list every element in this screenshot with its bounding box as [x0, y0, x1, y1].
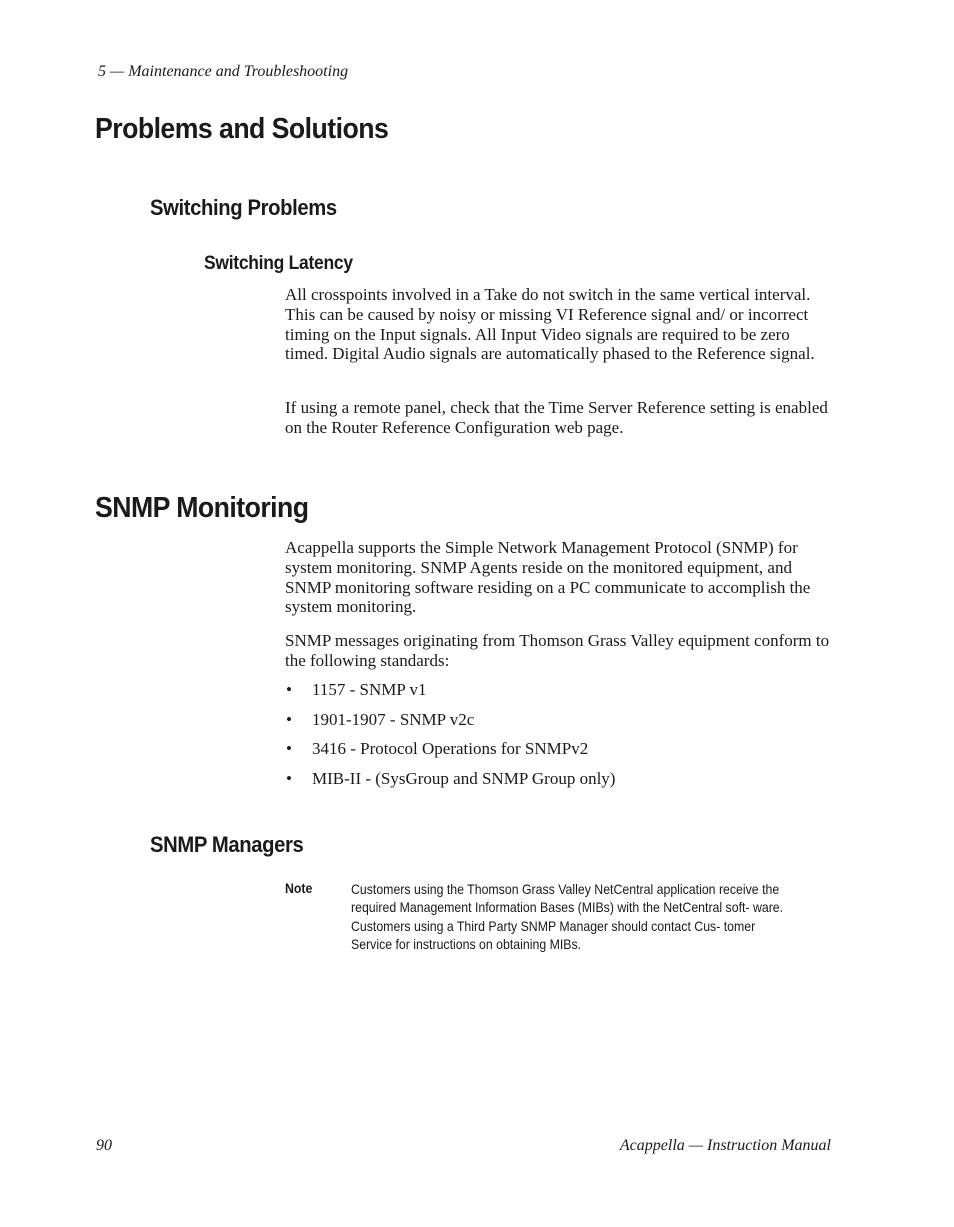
- note-text: Customers using the Thomson Grass Valley NetCentral application receive the required Management Information Bases (MIBs) with the NetCentral soft- ware. Customers using a Third Party SNMP Manager should contact Cus- tomer Service for instructions on obtaining MIBs.: [351, 881, 784, 952]
- list-item: [285, 769, 833, 789]
- heading-switching-latency: Switching Latency: [204, 253, 353, 274]
- paragraph-snmp-2: SNMP messages originating from Thomson Grass Valley equipment conform to the following standards:: [285, 631, 830, 670]
- paragraph-snmp-1: Acappella supports the Simple Network Management Protocol (SNMP) for system monitoring. SNMP Agents reside on the monitored equipment, and SNMP monitoring software residing on a PC communicate to accomplish the system monitoring.: [285, 538, 811, 617]
- bullet-marker: •: [286, 680, 292, 699]
- list-item-text: 3416 - Protocol Operations for SNMPv2: [312, 739, 589, 759]
- paragraph-switching-latency-1: All crosspoints involved in a Take do not switch in the same vertical interval. This can be caused by noisy or missing VI Reference signal and/ or incorrect timing on the Input signals. All Input Video signals are required to be zero timed. Digital Audio signals are automatically phased to the Reference signal.: [285, 285, 815, 364]
- list-item: [285, 710, 833, 730]
- bullet-marker: •: [286, 768, 292, 788]
- heading-snmp-managers: SNMP Managers: [150, 832, 304, 857]
- footer-manual-title: Acappella — Instruction Manual: [619, 1137, 831, 1154]
- running-header: 5 — Maintenance and Troubleshooting: [98, 63, 349, 80]
- list-item-text: 1901-1907 - SNMP v2c: [312, 709, 475, 729]
- note-label: Note: [285, 880, 313, 896]
- bullet-marker: •: [286, 709, 292, 729]
- heading-snmp-monitoring: SNMP Monitoring: [95, 492, 309, 524]
- paragraph-switching-latency-2: If using a remote panel, check that the Time Server Reference setting is enabled on the Router Reference Configuration web page.: [285, 398, 828, 437]
- bullet-marker: •: [286, 739, 292, 759]
- heading-problems-and-solutions: Problems and Solutions: [95, 113, 389, 145]
- snmp-standards-list: [285, 680, 833, 798]
- heading-switching-problems: Switching Problems: [150, 195, 337, 220]
- list-item-text: 1157 - SNMP v1: [312, 680, 427, 699]
- page-number: 90: [96, 1137, 112, 1154]
- list-item-text: MIB-II - (SysGroup and SNMP Group only): [312, 768, 616, 788]
- list-item: [285, 739, 833, 759]
- list-item: [285, 680, 833, 700]
